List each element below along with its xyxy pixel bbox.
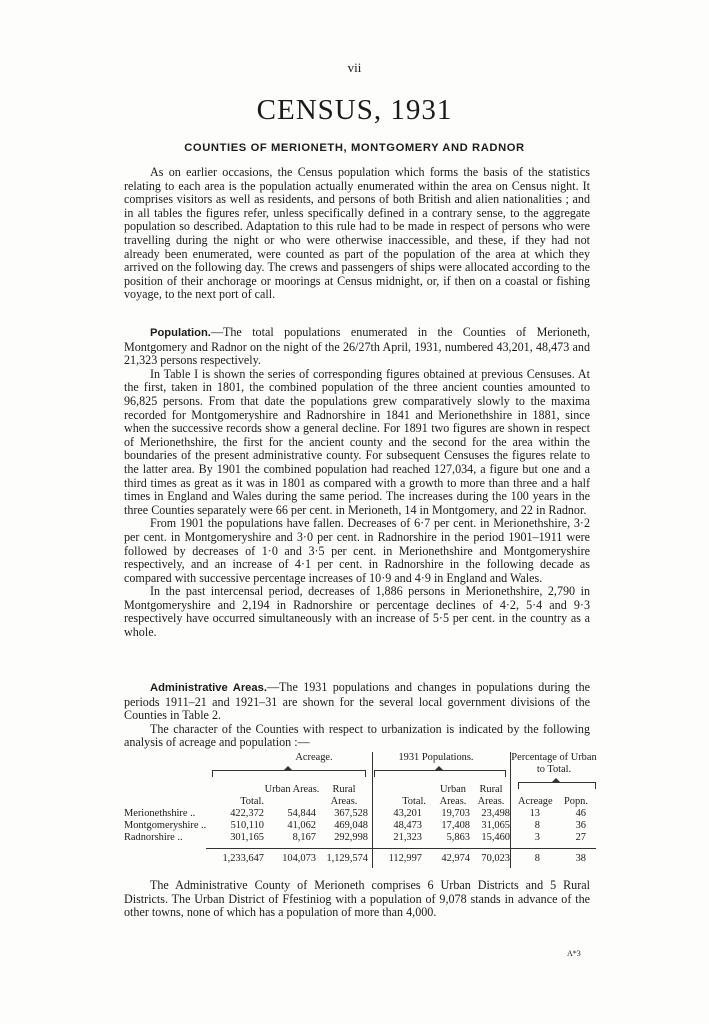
admin-paragraph-1 <box>124 681 590 723</box>
cell-acreage-total: 301,165 <box>230 832 264 843</box>
intro-section <box>124 166 590 302</box>
cell-pct-popn: 27 <box>575 832 586 843</box>
population-paragraph-3: From 1901 the populations have fallen. Decreases of 6·7 per cent. in Merionethshire, 3·2 per cent. in Montgomeryshire and 3·0 per cent. in Radnorshire in the period 1901–1911 were followed by decreases of 1·0 and 3·5 per cent. in Merionethshire and Montgomeryshire respectively, and an increase of 4·1 per cent. in Radnorshire in the following decade as compared with successive percentage increases of 10·9 and 4·9 in England and Wales. <box>124 516 590 585</box>
col-header-acreage-total: Total. <box>240 796 264 807</box>
cell-acreage-rural: 469,048 <box>334 820 368 831</box>
row-county-name: Montgomeryshire .. <box>124 820 207 831</box>
cell-pct-popn: 36 <box>575 820 586 831</box>
col-header-acreage-urban: Urban Areas. <box>264 784 320 795</box>
admin-section <box>124 681 590 750</box>
population-paragraph-1 <box>124 326 590 368</box>
group-header-acreage: Acreage. <box>295 752 333 763</box>
group-header-percentage: Percentage of Urban to Total. <box>511 752 597 775</box>
cell-acreage-urban: 8,167 <box>292 832 316 843</box>
population-text-1: —The total populations enumerated in the Counties of Merioneth, Montgomery and Radnor on the night of the 26/27th April, 1931, numbered 43,201, 48,473 and 21,323 persons respectively. <box>124 325 590 368</box>
total-acreage-total: 1,233,647 <box>222 853 264 864</box>
totals-rule <box>206 848 596 849</box>
page-number: vii <box>347 60 362 75</box>
acreage-brace <box>212 770 366 777</box>
col-header-pop-total: Total. <box>402 796 426 807</box>
cell-pop-rural: 31,065 <box>481 820 510 831</box>
total-pop-total: 112,997 <box>388 853 422 864</box>
row-county-name: Merionethshire .. <box>124 808 196 819</box>
cell-pop-rural: 15,460 <box>481 832 510 843</box>
col-header-acreage-rural: Rural Areas. <box>330 784 358 807</box>
cell-pct-popn: 46 <box>575 808 586 819</box>
cell-pct-acreage: 13 <box>529 808 540 819</box>
cell-pct-acreage: 3 <box>534 832 540 843</box>
cell-acreage-urban: 54,844 <box>287 808 316 819</box>
cell-acreage-urban: 41,062 <box>287 820 316 831</box>
col-header-pct-acreage: Acreage <box>518 796 553 807</box>
populations-brace <box>374 770 506 777</box>
population-section <box>124 326 590 640</box>
percentage-brace-tip <box>552 778 560 782</box>
cell-pop-urban: 5,863 <box>446 832 470 843</box>
total-acreage-urban: 104,073 <box>282 853 316 864</box>
population-heading: Population. <box>150 327 211 339</box>
cell-pct-acreage: 8 <box>534 820 540 831</box>
page-title: CENSUS, 1931 <box>256 94 453 126</box>
admin-heading: Administrative Areas. <box>150 682 267 694</box>
cell-pop-total: 48,473 <box>393 820 422 831</box>
cell-acreage-total: 510,110 <box>230 820 264 831</box>
column-divider <box>510 752 511 868</box>
percentage-brace <box>518 782 596 789</box>
total-pct-popn: 38 <box>575 853 586 864</box>
admin-text-1: —The 1931 populations and changes in populations during the periods 1911–21 and 1921–31 are shown for the several local government divisions of the Counties in Table 2. <box>124 680 590 723</box>
cell-acreage-rural: 367,528 <box>334 808 368 819</box>
signature-mark: A*3 <box>567 949 581 958</box>
page-subtitle: COUNTIES OF MERIONETH, MONTGOMERY AND RADNOR <box>184 142 525 154</box>
col-header-pop-urban: Urban Areas. <box>439 784 467 807</box>
column-divider <box>372 752 373 868</box>
cell-pop-total: 21,323 <box>393 832 422 843</box>
cell-acreage-total: 422,372 <box>230 808 264 819</box>
total-pct-acreage: 8 <box>534 853 540 864</box>
closing-section <box>124 879 590 920</box>
admin-paragraph-2: The character of the Counties with respect to urbanization is indicated by the following analysis of acreage and population :— <box>124 721 590 750</box>
cell-pop-total: 43,201 <box>393 808 422 819</box>
population-paragraph-4: In the past intercensal period, decreases of 1,886 persons in Merionethshire, 2,790 in Montgomeryshire and 2,194 in Radnorshire or percentage declines of 4·2, 5·4 and 9·3 respectively have occurred simultaneously with an increase of 5·5 per cent. in the country as a whole. <box>124 584 590 640</box>
closing-paragraph: The Administrative County of Merioneth comprises 6 Urban Districts and 5 Rural Districts. The Urban District of Ffestiniog with a population of 9,078 stands in advance of the other towns, none of which has a population of more than 4,000. <box>124 878 590 920</box>
cell-acreage-rural: 292,998 <box>334 832 368 843</box>
col-header-pct-popn: Popn. <box>564 796 588 807</box>
cell-pop-rural: 23,498 <box>481 808 510 819</box>
col-header-pop-rural: Rural Areas. <box>477 784 505 807</box>
cell-pop-urban: 17,408 <box>441 820 470 831</box>
total-pop-rural: 70,023 <box>481 853 510 864</box>
total-pop-urban: 42,974 <box>441 853 470 864</box>
cell-pop-urban: 19,703 <box>441 808 470 819</box>
population-paragraph-2: In Table I is shown the series of corresponding figures obtained at previous Censuses. At the first, taken in 1801, the combined population of the three ancient counties amounted to 96,825 persons. From that date the populations grew comparatively slowly to the maxima recorded for Montgomeryshire and Radnorshire in 1841 and Merionethshire in 1881, since when the successive records show a general decline. For 1891 two figures are shown in respect of Merionethshire, the first for the ancient county and the second for the area within the boundaries of the present administrative county. For subsequent Censuses the figures relate to the latter area. By 1901 the combined population had reached 127,034, a figure but one and a third times as great as it was in 1801 as compared with a growth to more than three and a half times in England and Wales during the same period. The increases during the 100 years in the three Counties separately were 66 per cent. in Merioneth, 14 in Montgomery, and 22 in Radnor. <box>124 366 590 517</box>
populations-brace-tip <box>435 766 443 770</box>
intro-paragraph: As on earlier occasions, the Census population which forms the basis of the statistics relating to each area is the population actually enumerated within the area on Census night. It comprises visitors as well as residents, and persons of both British and alien nationalities ; and in all tables the figures refer, unless specifically defined in a contrary sense, to the aggregate population so described. Adaptation to this rule had to be made in respect of persons who were travelling during the night or who were otherwise inaccessible, and these, if they had not already been enumerated, were counted as part of the population of the area at which they arrived on the following day. The crews and passengers of ships were allocated according to the position of their anchorage or moorings at Census midnight, or, if then on a coastal or fishing voyage, to the next port of call. <box>124 165 590 302</box>
row-county-name: Radnorshire .. <box>124 832 183 843</box>
total-acreage-rural: 1,129,574 <box>326 853 368 864</box>
acreage-brace-tip <box>284 766 292 770</box>
group-header-populations: 1931 Populations. <box>398 752 474 763</box>
